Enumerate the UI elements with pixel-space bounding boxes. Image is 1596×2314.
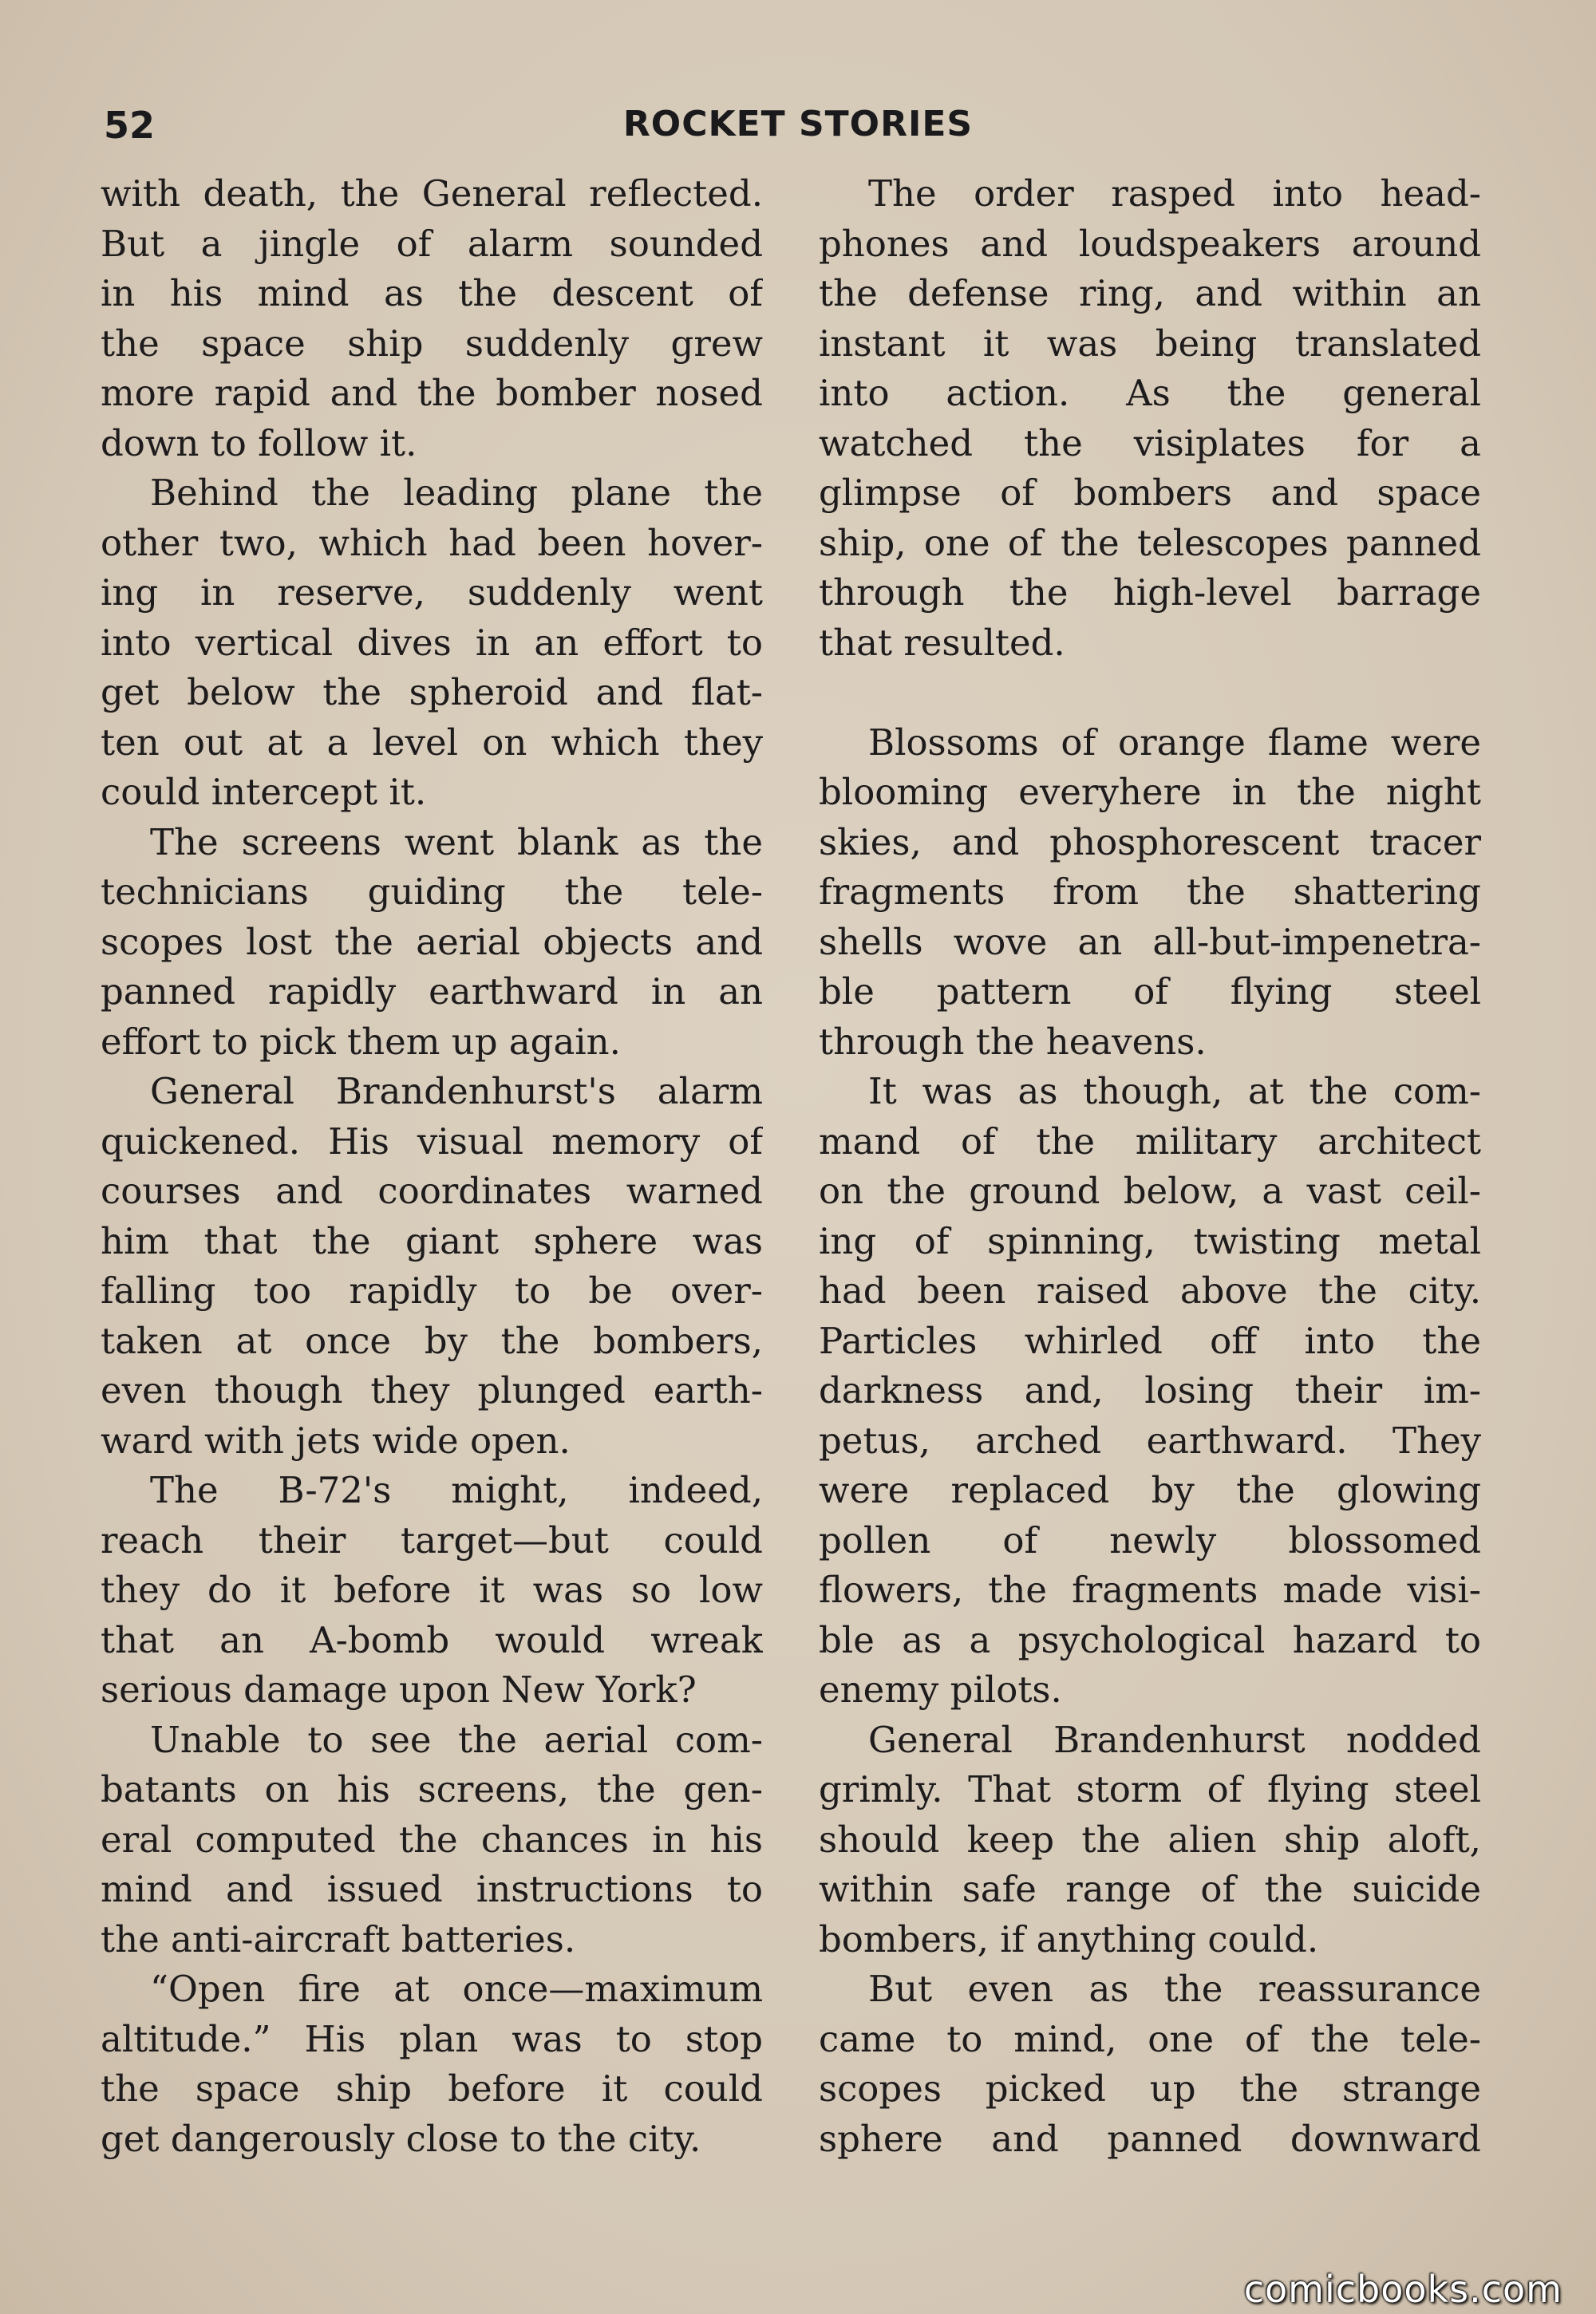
text-line: the anti-aircraft batteries. [101,1917,576,1961]
text-line: that an A-bomb would wreak [101,1618,763,1661]
running-head: ROCKET STORIES [622,104,974,144]
text-line: they do it before it was so low [101,1569,763,1611]
text-line: serious damage upon New York? [101,1668,697,1711]
text-line: pollen of newly blossomed [819,1518,1481,1562]
text-line: eral computed the chances in his [101,1818,763,1861]
text-line: bombers, if anything could. [819,1917,1319,1961]
text-line: the defense ring, and within an [819,272,1481,314]
text-line: Particles whirled off into the [819,1319,1481,1362]
text-line: within safe range of the suicide [819,1868,1481,1910]
text-line [819,668,1481,718]
text-line: scopes lost the aerial objects and [101,920,763,963]
text-line: even though they plunged earth- [101,1369,763,1412]
text-line: darkness and, losing their im- [819,1369,1481,1412]
text-line: get below the spheroid and flat- [101,671,763,713]
text-line: mind and issued instructions to [101,1868,763,1910]
text-line: had been raised above the city. [819,1270,1481,1312]
text-line: The B-72's might, indeed, [150,1469,763,1511]
text-line: fragments from the shattering [819,871,1481,913]
text-line: But even as the reassurance [868,1968,1481,2010]
text-line: quickened. His visual memory of [101,1119,763,1163]
text-line: scopes picked up the strange [819,2067,1481,2110]
text-line: watched the visiplates for a [819,421,1481,464]
text-line: other two, which had been hover- [101,521,763,564]
text-line: falling too rapidly to be over- [101,1270,763,1312]
text-line: more rapid and the bomber nosed [101,372,763,414]
text-line: ing in reserve, suddenly went [101,571,763,614]
text-line: ing of spinning, twisting metal [819,1219,1481,1262]
text-line: taken at once by the bombers, [101,1319,763,1362]
text-line: The screens went blank as the [150,820,763,863]
text-line: It was as though, at the com- [868,1070,1481,1112]
text-line: mand of the military architect [819,1119,1481,1163]
text-line: Unable to see the aerial com- [150,1718,763,1761]
text-line: shells wove an all-but-impenetra- [819,920,1481,963]
text-line: grimly. That storm of flying steel [819,1768,1481,1811]
right-column [819,169,1481,2164]
text-line: ble as a psychological hazard to [819,1618,1481,1661]
text-line: instant it was being translated [819,322,1481,365]
text-line: through the heavens. [819,1020,1207,1063]
text-line: The order rasped into head- [868,172,1481,215]
text-line: ble pattern of flying steel [819,970,1481,1013]
text-line: through the high-level barrage [819,571,1481,614]
text-line: reach their target—but could [101,1518,763,1562]
text-line: were replaced by the glowing [819,1469,1481,1511]
text-line: down to follow it. [101,421,417,464]
text-line: could intercept it. [101,771,427,813]
text-line: enemy pilots. [819,1668,1062,1711]
text-line: effort to pick them up again. [101,1020,621,1063]
text-line: But a jingle of alarm sounded [101,222,763,265]
text-line: ten out at a level on which they [101,721,763,764]
text-line: blooming everyhere in the night [819,771,1481,813]
text-line: glimpse of bombers and space [819,472,1481,514]
text-line: General Brandenhurst nodded [868,1718,1481,1761]
text-line: skies, and phosphorescent tracer [819,820,1481,863]
text-line: General Brandenhurst's alarm [150,1070,763,1112]
watermark-logo: comicbooks.com [1243,2268,1562,2311]
page-number: 52 [104,104,156,147]
text-line: into vertical dives in an effort to [101,621,763,664]
text-line: sphere and panned downward [819,2117,1481,2160]
text-line: that resulted. [819,621,1065,664]
text-line: flowers, the fragments made visi- [819,1569,1481,1611]
text-line: him that the giant sphere was [101,1219,763,1262]
text-line: on the ground below, a vast ceil- [819,1170,1481,1212]
text-line: get dangerously close to the city. [101,2117,701,2160]
text-line: technicians guiding the tele- [101,871,763,913]
text-line: into action. As the general [819,372,1481,414]
text-line: panned rapidly earthward in an [101,970,763,1013]
text-line: phones and loudspeakers around [819,222,1481,265]
text-line: ward with jets wide open. [101,1419,571,1462]
text-line: the space ship before it could [101,2067,763,2110]
text-line: with death, the General reflected. [101,172,763,215]
text-line: ship, one of the telescopes panned [819,521,1481,564]
text-line: Blossoms of orange flame were [868,721,1481,764]
text-line: courses and coordinates warned [101,1170,763,1212]
text-line: batants on his screens, the gen- [101,1768,763,1811]
text-line: petus, arched earthward. They [819,1419,1481,1462]
text-line: “Open fire at once—maximum [150,1968,763,2010]
text-line: the space ship suddenly grew [101,322,763,365]
text-line: in his mind as the descent of [101,272,763,314]
left-column [101,169,763,2164]
text-line: altitude.” His plan was to stop [101,2017,763,2060]
text-line: Behind the leading plane the [150,472,763,514]
text-line: should keep the alien ship aloft, [819,1818,1481,1861]
text-line: came to mind, one of the tele- [819,2017,1481,2060]
